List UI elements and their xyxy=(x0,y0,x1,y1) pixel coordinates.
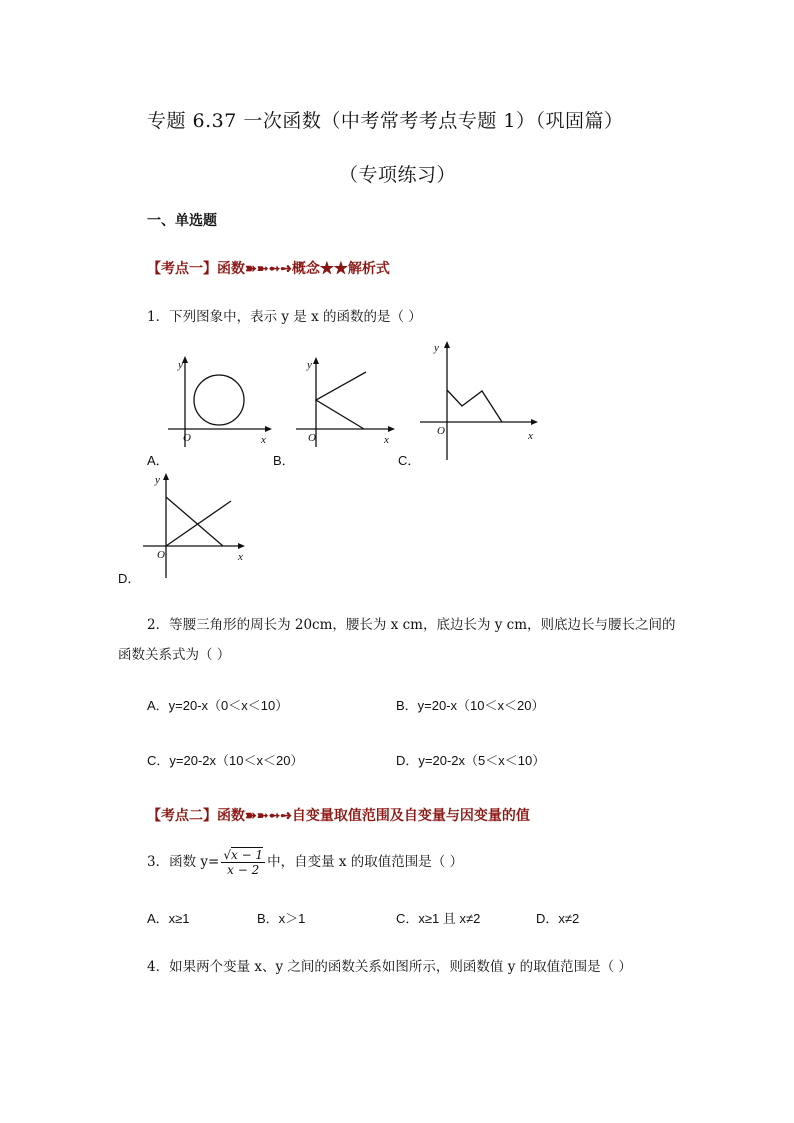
graph-b-label: B． xyxy=(273,453,295,468)
graph-c-y-label: y xyxy=(434,342,439,354)
question-3-denominator: x − 2 xyxy=(227,863,260,877)
graph-b-origin: O xyxy=(308,432,316,444)
graph-d-origin: O xyxy=(157,549,165,561)
kaodian-heading-1: 【考点一】函数➽➼➻➺概念★★解析式 xyxy=(147,261,390,277)
question-3-option-c: C．x≥1 且 x≠2 xyxy=(396,911,481,926)
question-2-option-a: A．y=20-x（0＜x＜10） xyxy=(147,698,289,713)
kaodian-heading-2: 【考点二】函数➽➼➻➺自变量取值范围及自变量与因变量的值 xyxy=(147,808,530,824)
graph-b-y-label: y xyxy=(307,359,312,371)
question-2-option-d: D．y=20-2x（5＜x＜10） xyxy=(396,753,546,768)
question-2-option-b: B．y=20-x（10＜x＜20） xyxy=(396,698,545,713)
section-heading: 一、单选题 xyxy=(147,213,217,229)
graph-d-label: D． xyxy=(118,571,141,586)
graph-d-crossing xyxy=(143,470,251,578)
page-subtitle: （专项练习） xyxy=(339,164,457,186)
question-3-suffix: 中，自变量 x 的取值范围是（ ） xyxy=(267,854,464,870)
graph-d-x-label: x xyxy=(238,551,243,563)
graph-a-x-label: x xyxy=(261,434,266,446)
question-3-stem xyxy=(147,848,463,877)
graph-a-label: A． xyxy=(147,453,169,468)
graph-d-y-label: y xyxy=(155,474,160,486)
question-4-stem: 4．如果两个变量 x、y 之间的函数关系如图所示，则函数值 y 的取值范围是（ ） xyxy=(147,959,632,975)
graph-b-x-label: x xyxy=(384,434,389,446)
question-3-option-a: A．x≥1 xyxy=(147,911,190,926)
page-title: 专题 6.37 一次函数（中考常考考点专题 1）（巩固篇） xyxy=(147,110,624,132)
question-2-stem-line2: 函数关系式为（ ） xyxy=(118,647,231,663)
graph-c-label: C． xyxy=(398,453,421,468)
graph-c-polyline xyxy=(420,338,542,460)
question-3-numerator: √x − 1 xyxy=(223,848,264,862)
question-3-option-d: D．x≠2 xyxy=(536,911,580,926)
graph-b-angle xyxy=(296,352,401,447)
question-3-radicand: x − 1 xyxy=(230,848,264,862)
question-2-stem-line1: 2．等腰三角形的周长为 20cm，腰长为 x cm，底边长为 y cm，则底边长与腰长之间的 xyxy=(147,617,676,633)
question-1-stem: 1．下列图象中，表示 y 是 x 的函数的是（ ） xyxy=(147,309,422,325)
graph-c-x-label: x xyxy=(528,430,533,442)
graph-a-origin: O xyxy=(183,432,191,444)
question-3-prefix: 3．函数 y= xyxy=(147,854,220,870)
graph-a-circle xyxy=(168,352,278,447)
graph-a-y-label: y xyxy=(178,359,183,371)
question-3-fraction xyxy=(221,848,265,877)
graph-c-origin: O xyxy=(437,425,445,437)
question-3-option-b: B．x＞1 xyxy=(257,911,306,926)
question-2-option-c: C．y=20-2x（10＜x＜20） xyxy=(147,753,304,768)
